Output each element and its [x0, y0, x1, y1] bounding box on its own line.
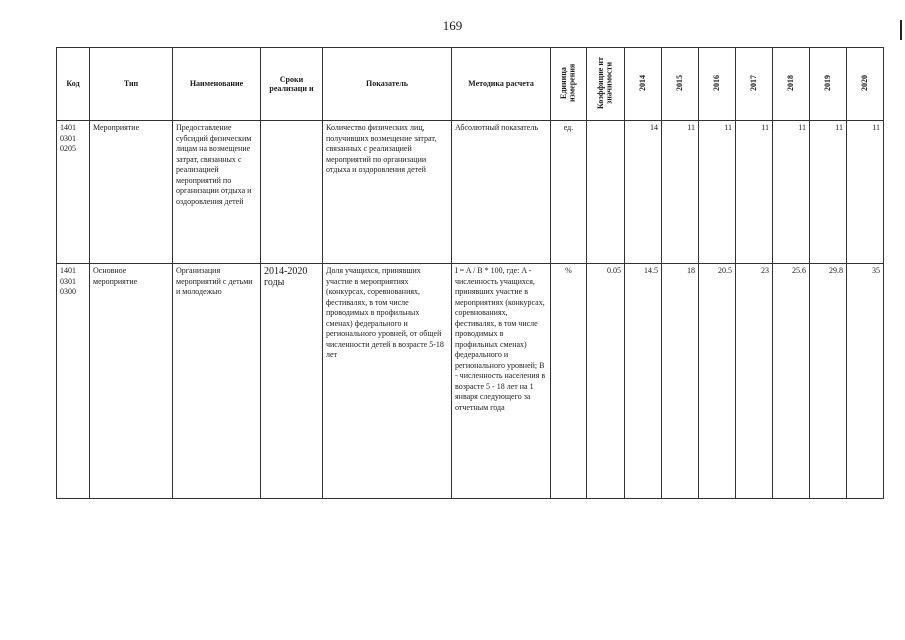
header-year: 2016 [712, 74, 722, 91]
header-terms: Сроки реализаци и [261, 48, 323, 121]
cell-year-value: 29.8 [810, 264, 847, 499]
cell-method: I = A / B * 100, где: A - численность учащихся, принявших участие в мероприятиях (конкурсах, соревнованиях, фестивалях, в том числе проводимых в профильных сменах) федерального и регионального уровней; B - численность населения в возрасте 5 - 18 лет на 1 января следующего за отчетным года [452, 264, 551, 499]
cell-coef: 0.05 [587, 264, 625, 499]
header-year: 2020 [860, 74, 870, 91]
cell-type: Основное мероприятие [90, 264, 173, 499]
cell-year-value: 11 [847, 121, 884, 264]
cell-name: Организация мероприятий с детьми и молодежью [173, 264, 261, 499]
cell-name: Предоставление субсидий физическим лицам на возмещение затрат, связанных с реализацией мероприятий по организации отдыха и оздоровления детей [173, 121, 261, 264]
cell-year-value: 11 [773, 121, 810, 264]
cell-year-value: 11 [810, 121, 847, 264]
header-coef-cell [587, 48, 625, 121]
cell-year-value: 25.6 [773, 264, 810, 499]
header-year-cell [699, 48, 736, 121]
cell-indicator: Доля учащихся, принявших участие в мероприятиях (конкурсах, соревнованиях, фестивалях, в том числе проводимых в профильных сменах) федерального и регионального уровней, от общей численности детей в возрасте 5-18 лет [323, 264, 452, 499]
header-code: Код [57, 48, 90, 121]
header-year: 2014 [638, 74, 648, 91]
header-year-cell [736, 48, 773, 121]
table-row [57, 264, 884, 499]
cell-coef [587, 121, 625, 264]
cell-code: 1401 0301 0300 [57, 264, 90, 499]
cell-year-value: 23 [736, 264, 773, 499]
header-year-cell [810, 48, 847, 121]
header-coef: Коэффицие нт значимости [596, 56, 614, 109]
cell-type: Мероприятие [90, 121, 173, 264]
cell-year-value: 11 [736, 121, 773, 264]
header-unit: Единица измерения [559, 63, 577, 102]
page-edge-mark [900, 20, 902, 40]
header-method: Методика расчета [452, 48, 551, 121]
header-year: 2015 [675, 74, 685, 91]
header-unit-cell [551, 48, 587, 121]
cell-code: 1401 0301 0205 [57, 121, 90, 264]
cell-year-value: 18 [662, 264, 699, 499]
cell-unit: % [551, 264, 587, 499]
header-type: Тип [90, 48, 173, 121]
header-year-cell [847, 48, 884, 121]
header-year: 2017 [749, 74, 759, 91]
cell-unit: ед. [551, 121, 587, 264]
header-name: Наименование [173, 48, 261, 121]
header-year: 2018 [786, 74, 796, 91]
cell-year-value: 14.5 [625, 264, 662, 499]
table-header-row [57, 48, 884, 121]
cell-method: Абсолютный показатель [452, 121, 551, 264]
cell-terms [261, 121, 323, 264]
header-year: 2019 [823, 74, 833, 91]
cell-year-value: 11 [662, 121, 699, 264]
cell-year-value: 11 [699, 121, 736, 264]
header-year-cell [662, 48, 699, 121]
header-year-cell [625, 48, 662, 121]
indicators-table [56, 47, 884, 499]
cell-year-value: 20.5 [699, 264, 736, 499]
cell-year-value: 14 [625, 121, 662, 264]
cell-year-value: 35 [847, 264, 884, 499]
header-indicator: Показатель [323, 48, 452, 121]
table-row [57, 121, 884, 264]
cell-indicator: Количество физических лиц, получивших возмещение затрат, связанных с реализацией мероприятий по организации отдыха и оздоровления детей [323, 121, 452, 264]
page-number: 169 [442, 18, 463, 33]
header-year-cell [773, 48, 810, 121]
cell-terms: 2014-2020 годы [261, 264, 323, 499]
